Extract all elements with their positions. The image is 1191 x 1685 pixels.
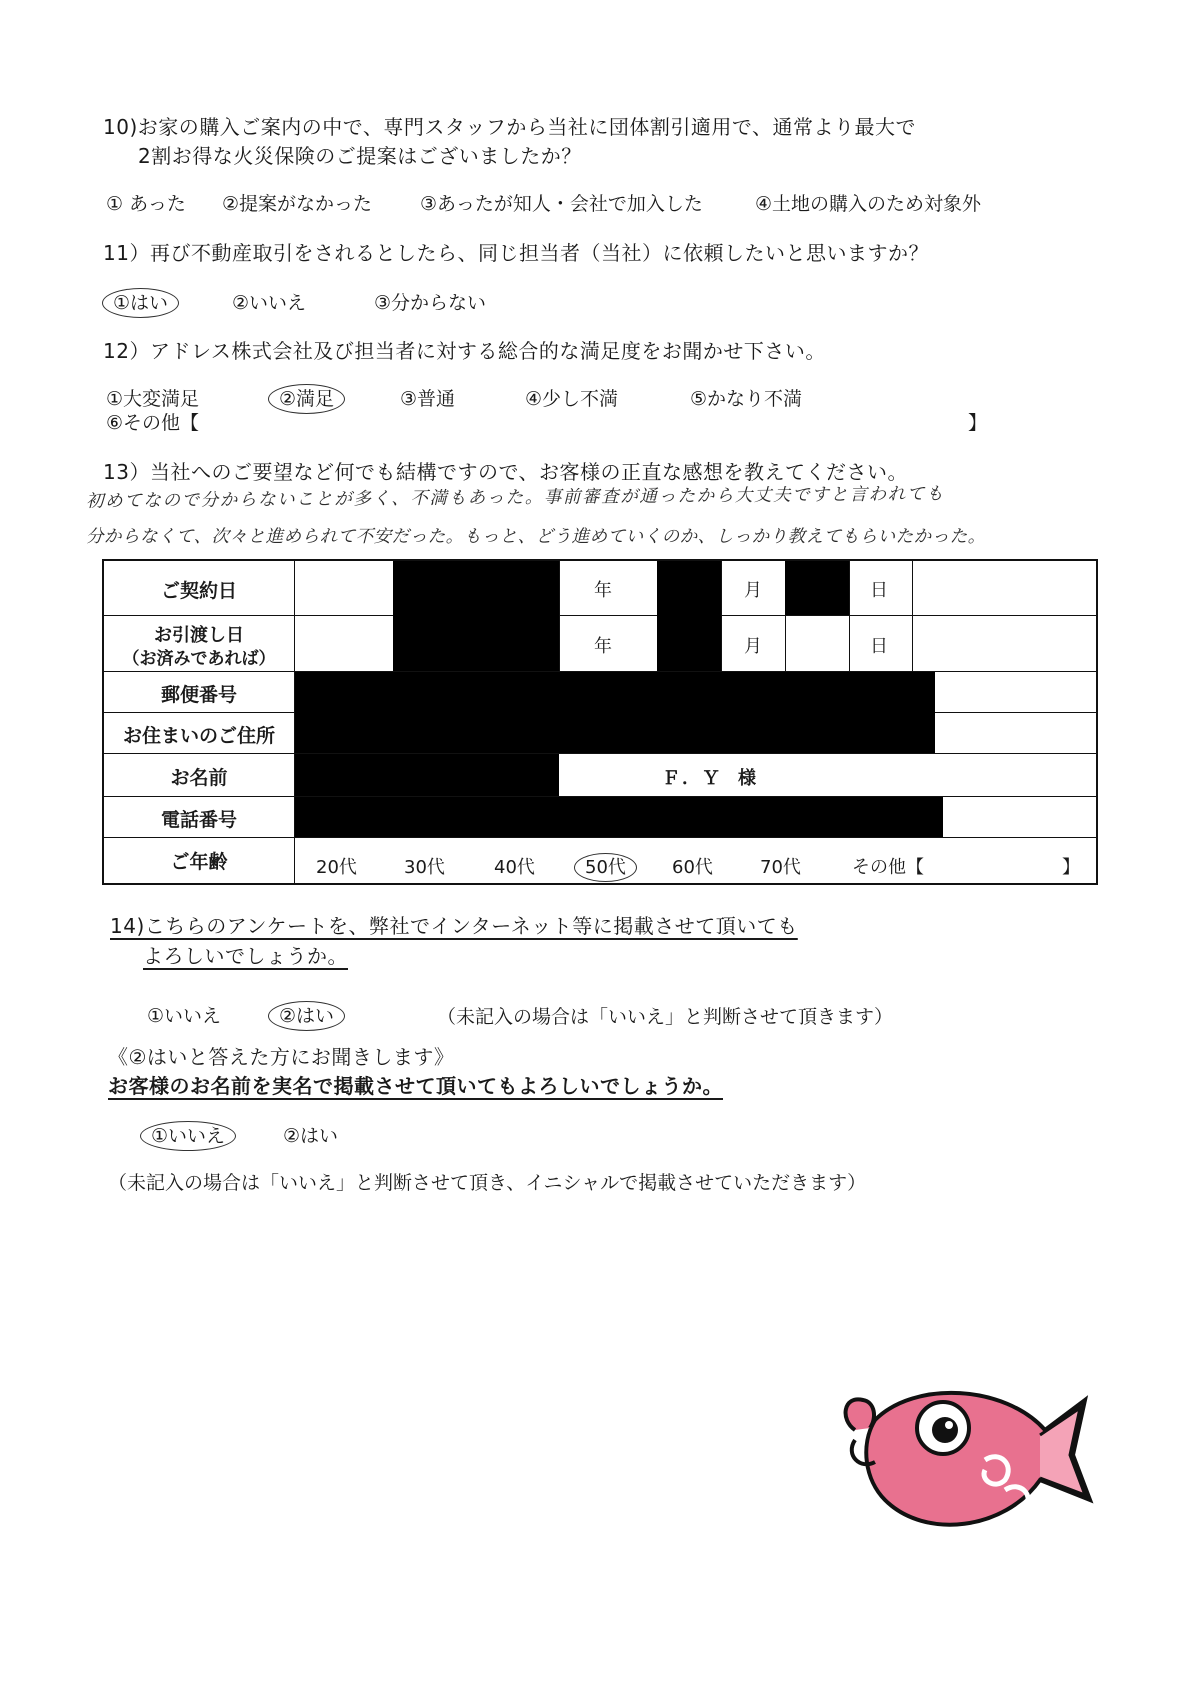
q10-line2: 2割お得な火災保険のご提案はございましたか？ (138, 144, 582, 168)
q14-option-2[interactable] (278, 1001, 335, 1028)
age-option-70s[interactable]: 70代 (760, 857, 801, 878)
q11-text: 11）再び不動産取引をされるとしたら、同じ担当者（当社）に依頼したいと思いますか？ (103, 241, 929, 265)
phone-label: 電話番号 (160, 809, 237, 831)
redaction (393, 561, 559, 671)
q10-option-3[interactable]: ③あったが知人・会社で加入した (420, 193, 703, 215)
q13-handwritten-line1: 初めてなので分からないことが多く、不満もあった。事前審査が通ったから大丈夫ですと言われても (85, 484, 946, 512)
contract-date-label: ご契約日 (160, 580, 237, 602)
q14b-question: お客様のお名前を実名で掲載させて頂いてもよろしいでしょうか。 (108, 1074, 723, 1098)
selected-circle: ①はい (102, 288, 179, 318)
redaction (785, 561, 849, 615)
q10-option-1[interactable]: ① あった (106, 193, 186, 215)
q11-option-1[interactable] (112, 288, 169, 315)
q12-option-2[interactable] (278, 384, 335, 411)
q12-other-label[interactable]: ⑥その他【 (106, 412, 200, 434)
age-option-60s[interactable]: 60代 (672, 857, 713, 878)
age-option-40s[interactable]: 40代 (494, 857, 535, 878)
contract-day-unit: 日 (870, 580, 888, 601)
q11-option-3[interactable]: ③分からない (374, 292, 487, 314)
age-other-close: 】 (1062, 857, 1080, 878)
handover-date-note: （お済みであれば） (122, 649, 276, 669)
redaction (295, 754, 559, 796)
name-label: お名前 (170, 767, 228, 789)
customer-honorific: 様 (738, 768, 756, 789)
q12-text: 12）アドレス株式会社及び担当者に対する総合的な満足度をお聞かせ下さい。 (103, 339, 826, 363)
contract-month-unit: 月 (744, 580, 762, 601)
q14-line2: よろしいでしょうか。 (143, 944, 348, 968)
q12-option-5[interactable]: ⑤かなり不満 (690, 388, 803, 410)
redaction (295, 672, 935, 712)
personal-info-table (102, 559, 1098, 885)
q14-note: （未記入の場合は「いいえ」と判断させて頂きます） (437, 1006, 894, 1028)
handover-year-unit: 年 (594, 636, 612, 657)
q14b-option-1[interactable] (150, 1121, 226, 1148)
contract-year-unit: 年 (594, 580, 612, 601)
q12-option-1[interactable]: ①大変満足 (106, 388, 200, 410)
age-option-50s[interactable] (584, 853, 627, 879)
postal-code-label: 郵便番号 (160, 684, 237, 706)
redaction (295, 712, 935, 753)
redaction (295, 797, 943, 837)
q11-option-2[interactable]: ②いいえ (232, 292, 307, 314)
q12-option-4[interactable]: ④少し不満 (525, 388, 619, 410)
handover-month-unit: 月 (744, 636, 762, 657)
q14b-option-2[interactable]: ②はい (283, 1125, 339, 1147)
fish-mascot-icon (835, 1380, 1095, 1540)
address-label: お住まいのご住所 (122, 725, 275, 747)
q14b-intro: 《②はいと答えた方にお聞きします》 (108, 1045, 455, 1069)
age-option-other[interactable]: その他【 (852, 857, 924, 878)
q12-option-3[interactable]: ③普通 (400, 388, 456, 410)
selected-circle: 50代 (574, 853, 637, 882)
handover-date-label: お引渡し日 (154, 625, 244, 646)
q12-other-close: 】 (968, 412, 988, 434)
selected-circle: ②はい (268, 1001, 345, 1031)
q13-text: 13）当社へのご要望など何でも結構ですので、お客様の正直な感想を教えてください。 (103, 460, 909, 484)
q13-handwritten-line2: 分からなくて、次々と進められて不安だった。もっと、どう進めていくのか、しっかり教えてもらいたかった。 (86, 527, 986, 547)
handover-day-unit: 日 (870, 636, 888, 657)
q10-line1: 10)お家の購入ご案内の中で、専門スタッフから当社に団体割引適用で、通常より最大で (103, 115, 916, 139)
q10-option-2[interactable]: ②提案がなかった (222, 193, 373, 215)
selected-circle: ①いいえ (140, 1121, 236, 1151)
q14-line1: 14)こちらのアンケートを、弊社でインターネット等に掲載させて頂いても (110, 914, 798, 938)
age-label: ご年齢 (170, 851, 228, 873)
age-option-20s[interactable]: 20代 (316, 857, 357, 878)
customer-initials: Ｆ．Ｙ (662, 768, 722, 789)
q10-option-4[interactable]: ④土地の購入のため対象外 (755, 193, 982, 215)
q14-option-1[interactable]: ①いいえ (147, 1005, 222, 1027)
q14b-note: （未記入の場合は「いいえ」と判断させて頂き、イニシャルで掲載させていただきます） (108, 1172, 867, 1194)
redaction (657, 561, 721, 671)
selected-circle: ②満足 (268, 384, 345, 414)
age-option-30s[interactable]: 30代 (404, 857, 445, 878)
